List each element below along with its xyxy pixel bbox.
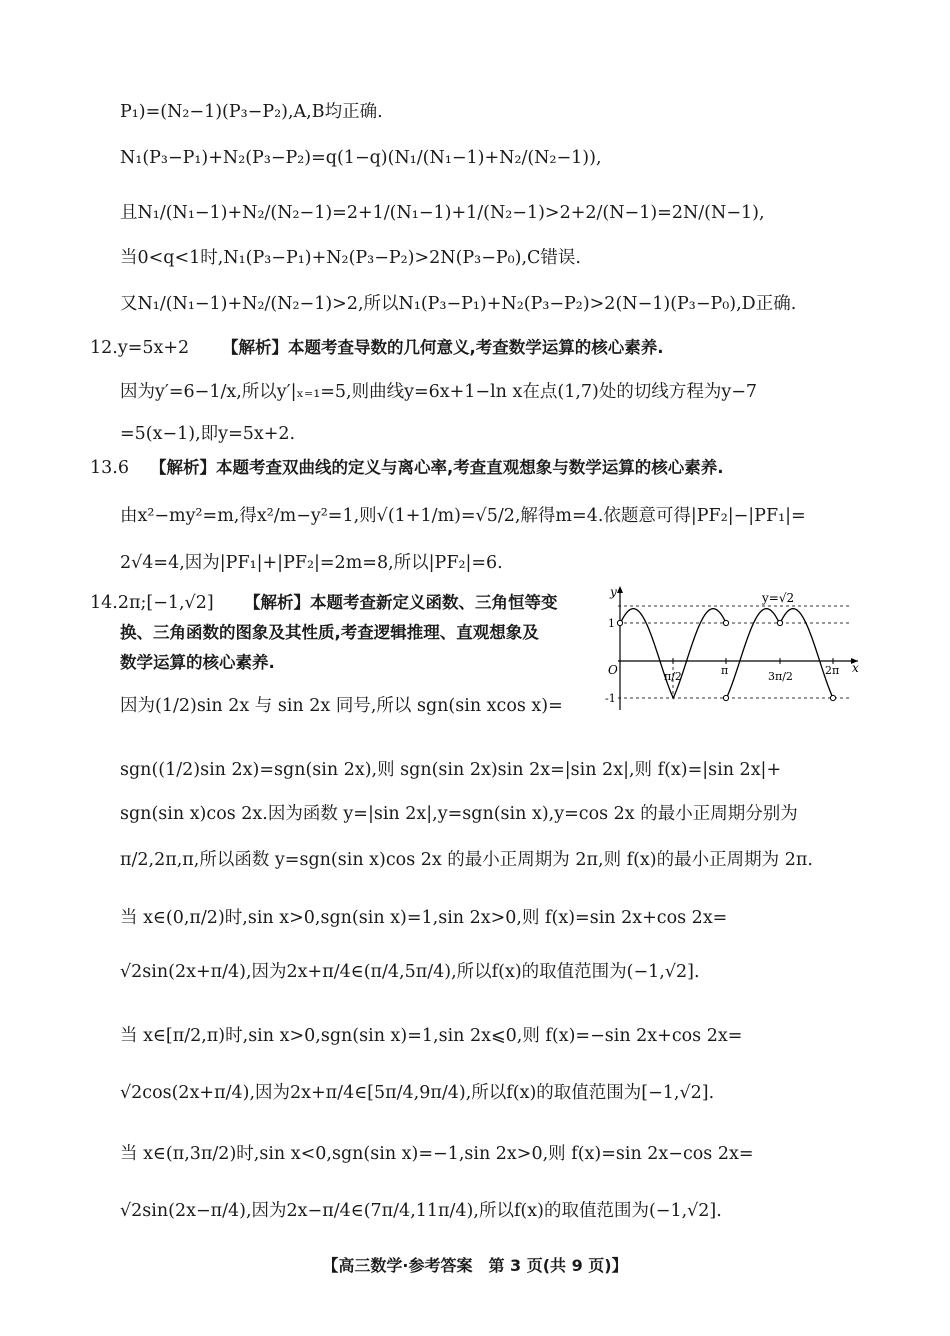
tick-label-3pi-half: 3π/2	[768, 670, 793, 683]
text-line: 【解析】本题考查新定义函数、三角恒等变	[244, 593, 558, 612]
text-line: 当0<q<1时,N₁(P₃−P₁)+N₂(P₃−P₂)>2N(P₃−P₀),C错误.	[120, 248, 581, 268]
tick-label-2pi: 2π	[825, 664, 840, 677]
text-line: π/2,2π,π,所以函数 y=sgn(sin x)cos 2x 的最小正周期为 2π,则 f(x)的最小正周期为 2π.	[120, 850, 813, 870]
y-axis-label: y	[610, 585, 617, 599]
curve-label: y=√2	[762, 591, 795, 605]
text-line: N₁(P₃−P₁)+N₂(P₃−P₂)=q(1−q)(N₁/(N₁−1)+N₂/(N₂−1)),	[120, 148, 602, 168]
text-line: =5(x−1),即y=5x+2.	[120, 424, 296, 444]
text-line: 12.y=5x+2	[90, 338, 190, 358]
page-footer: 【高三数学·参考答案 第 3 页(共 9 页)】	[322, 1256, 628, 1275]
origin-label: O	[608, 663, 618, 677]
text-line: 由x²−my²=m,得x²/m−y²=1,则√(1+1/m)=√5/2,解得m=4.依题意可得|PF₂|−|PF₁|=	[120, 506, 806, 526]
tick-label-1: 1	[608, 617, 615, 630]
tick-label-pi: π	[721, 664, 729, 677]
text-line: √2sin(2x+π/4),因为2x+π/4∈(π/4,5π/4),所以f(x)的取值范围为(−1,√2].	[120, 962, 700, 982]
text-line: 【解析】本题考查导数的几何意义,考查数学运算的核心素养.	[222, 338, 664, 357]
text-line: 2√4=4,因为|PF₁|+|PF₂|=2m=8,所以|PF₂|=6.	[120, 553, 503, 573]
text-line: sgn(sin x)cos 2x.因为函数 y=|sin 2x|,y=sgn(sin x),y=cos 2x 的最小正周期分别为	[120, 804, 798, 824]
text-line: 且N₁/(N₁−1)+N₂/(N₂−1)=2+1/(N₁−1)+1/(N₂−1)>2+2/(N−1)=2N/(N−1),	[120, 203, 765, 223]
tick-label-neg1: -1	[605, 692, 616, 705]
function-graph	[600, 582, 862, 712]
text-line: √2sin(2x−π/4),因为2x−π/4∈(7π/4,11π/4),所以f(x)的取值范围为(−1,√2].	[120, 1201, 722, 1221]
text-line: 当 x∈[π/2,π)时,sin x>0,sgn(sin x)=1,sin 2x⩽0,则 f(x)=−sin 2x+cos 2x=	[120, 1026, 743, 1046]
text-line: 换、三角函数的图象及其性质,考查逻辑推理、直观想象及	[120, 623, 539, 642]
text-line: 因为(1/2)sin 2x 与 sin 2x 同号,所以 sgn(sin xcos x)=	[120, 696, 563, 716]
tick-label-pi-half: π/2	[664, 670, 682, 683]
text-line: sgn((1/2)sin 2x)=sgn(sin 2x),则 sgn(sin 2x)sin 2x=|sin 2x|,则 f(x)=|sin 2x|+	[120, 760, 782, 780]
text-line: 因为y′=6−1/x,所以y′|ₓ₌₁=5,则曲线y=6x+1−ln x在点(1,7)处的切线方程为y−7	[120, 382, 758, 402]
text-line: 14.2π;[−1,√2]	[90, 593, 214, 613]
text-line: 当 x∈(0,π/2)时,sin x>0,sgn(sin x)=1,sin 2x>0,则 f(x)=sin 2x+cos 2x=	[120, 908, 728, 928]
x-axis-label: x	[852, 661, 859, 675]
text-line: P₁)=(N₂−1)(P₃−P₂),A,B均正确.	[120, 102, 383, 122]
text-line: 数学运算的核心素养.	[120, 653, 275, 672]
text-line: 当 x∈(π,3π/2)时,sin x<0,sgn(sin x)=−1,sin 2x>0,则 f(x)=sin 2x−cos 2x=	[120, 1144, 754, 1164]
text-line: √2cos(2x+π/4),因为2x+π/4∈[5π/4,9π/4),所以f(x)的取值范围为[−1,√2].	[120, 1083, 715, 1103]
text-line: 【解析】本题考查双曲线的定义与离心率,考查直观想象与数学运算的核心素养.	[150, 458, 724, 477]
text-line: 13.6	[90, 458, 129, 478]
text-line: 又N₁/(N₁−1)+N₂/(N₂−1)>2,所以N₁(P₃−P₁)+N₂(P₃−P₂)>2(N−1)(P₃−P₀),D正确.	[120, 294, 797, 314]
